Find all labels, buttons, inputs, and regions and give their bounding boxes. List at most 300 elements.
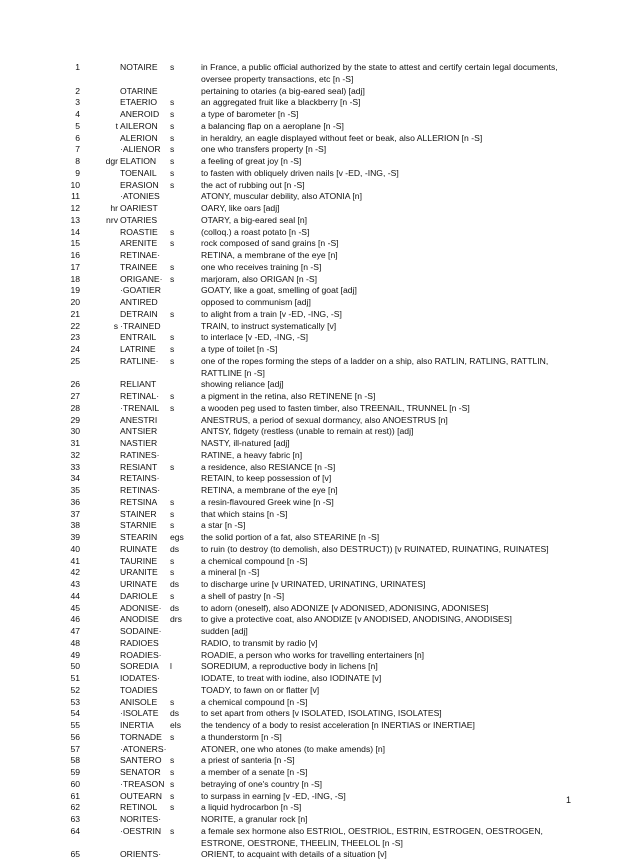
- definition: to ruin (to destroy (to demolish, also DESTRUCT)) [v RUINATED, RUINATING, RUINATES]: [201, 543, 549, 554]
- anagram-word: ORIGANE·: [120, 273, 163, 284]
- word-entry: [0, 556, 638, 568]
- definition: to discharge urine [v URINATED, URINATING, URINATES]: [201, 579, 426, 589]
- anagram-word: ETAERIO: [120, 97, 158, 108]
- definition: to give a protective coat, also ANODIZE [v ANODISED, ANODISING, ANODISES]: [201, 614, 512, 625]
- back-hooks: s: [170, 508, 175, 519]
- definition: a balancing flap on a aeroplane [n -S]: [201, 120, 344, 131]
- back-hooks: s: [170, 402, 175, 413]
- anagram-word: RATLINE·: [120, 355, 159, 366]
- definition: RADIO, to transmit by radio [v]: [201, 637, 318, 648]
- definition: GOATY, like a goat, smelling of goat [adj]: [201, 285, 357, 296]
- entry-number: 56: [70, 731, 80, 742]
- anagram-word: RATINES·: [120, 449, 160, 460]
- definition: a residence, also RESIANCE [n -S]: [201, 461, 336, 472]
- page-number: 1: [566, 795, 572, 805]
- back-hooks: s: [170, 778, 175, 789]
- anagram-word: ·ATONIES: [120, 191, 160, 202]
- anagram-word: RETAINS·: [120, 473, 160, 484]
- entry-number: 33: [70, 461, 80, 472]
- definition: to adorn (oneself), also ADONIZE [v ADONISED, ADONISING, ADONISES]: [201, 602, 489, 613]
- back-hooks: s: [170, 567, 175, 578]
- word-entry: [0, 673, 638, 685]
- word-entry: [0, 227, 638, 239]
- back-hooks: ds: [170, 602, 180, 613]
- anagram-word: TORNADE: [120, 731, 162, 742]
- back-hooks: drs: [170, 614, 182, 625]
- entry-number: 12: [70, 203, 80, 213]
- anagram-word: DARIOLE: [120, 590, 158, 601]
- word-entry: [0, 332, 638, 344]
- entry-number: 9: [75, 167, 80, 178]
- back-hooks: s: [170, 332, 175, 343]
- anagram-word: RADIOES: [120, 637, 159, 648]
- word-entry: [0, 356, 638, 380]
- entry-number: 29: [70, 414, 80, 425]
- back-hooks: s: [170, 344, 175, 354]
- word-entry: [0, 309, 638, 321]
- entry-number: 10: [70, 179, 80, 190]
- front-hooks: nrv: [106, 214, 118, 225]
- definition: opposed to communism [adj]: [201, 297, 311, 307]
- definition: RATINE, a heavy fabric [n]: [201, 449, 303, 460]
- entry-number: 1: [75, 62, 80, 72]
- entry-number: 5: [75, 120, 80, 131]
- definition: the act of rubbing out [n -S]: [201, 179, 305, 190]
- definition: showing reliance [adj]: [201, 379, 284, 390]
- definition: sudden [adj]: [201, 626, 248, 636]
- definition: a chemical compound [n -S]: [201, 696, 308, 707]
- word-entry: [0, 826, 638, 850]
- word-entry: [0, 791, 638, 803]
- anagram-word: OUTEARN: [120, 790, 163, 801]
- anagram-word: ·ISOLATE: [120, 708, 159, 719]
- entry-number: 38: [70, 520, 80, 531]
- entry-number: 35: [70, 485, 80, 495]
- entry-number: 31: [70, 438, 80, 448]
- definition: a mineral [n -S]: [201, 567, 260, 578]
- anagram-word: TOENAIL: [120, 167, 157, 178]
- definition: a pigment in the retina, also RETINENE [n -S]: [201, 391, 376, 401]
- anagram-word: RELIANT: [120, 379, 157, 390]
- entry-number: 3: [75, 97, 80, 108]
- definition: a star [n -S]: [201, 520, 246, 531]
- anagram-word: AILERON: [120, 120, 158, 131]
- definition: RETAIN, to keep possession of [v]: [201, 473, 332, 484]
- word-entry: [0, 238, 638, 250]
- entry-number: 44: [70, 590, 80, 601]
- word-entry: [0, 579, 638, 591]
- definition: a priest of santeria [n -S]: [201, 755, 295, 766]
- definition: one who receives training [n -S]: [201, 261, 322, 272]
- anagram-word: ·ALIENOR: [120, 144, 161, 155]
- definition: SOREDIUM, a reproductive body in lichens [n]: [201, 661, 378, 672]
- back-hooks: s: [170, 238, 175, 249]
- anagram-word: TAURINE: [120, 555, 158, 566]
- anagram-word: SANTERO: [120, 755, 162, 766]
- anagram-word: RETINOL: [120, 802, 158, 813]
- word-entry: [0, 297, 638, 309]
- anagram-word: RETINAE·: [120, 250, 161, 260]
- entry-number: 14: [70, 226, 80, 237]
- anagram-word: STAINER: [120, 508, 157, 519]
- anagram-word: OARIEST: [120, 203, 158, 213]
- entry-number: 50: [70, 661, 80, 672]
- entry-number: 19: [70, 285, 80, 296]
- entry-number: 2: [75, 85, 80, 96]
- anagram-word: SENATOR: [120, 767, 161, 777]
- back-hooks: s: [170, 391, 175, 401]
- back-hooks: egs: [170, 532, 184, 542]
- entry-number: 21: [70, 308, 80, 319]
- definition: in France, a public official authorized by the state to attest and certify certain legal documents, oversee property transactions, etc [n -S]: [201, 62, 558, 84]
- definition: ANESTRUS, a period of sexual dormancy, also ANOESTRUS [n]: [201, 414, 448, 425]
- definition: (colloq.) a roast potato [n -S]: [201, 226, 310, 237]
- entry-number: 60: [70, 778, 80, 789]
- definition: betraying of one's country [n -S]: [201, 778, 323, 789]
- anagram-word: ALERION: [120, 132, 158, 143]
- word-entry: [0, 614, 638, 626]
- entry-number: 46: [70, 614, 80, 625]
- entry-number: 8: [75, 156, 80, 166]
- back-hooks: s: [170, 62, 175, 72]
- entry-number: 62: [70, 802, 80, 813]
- entry-number: 64: [70, 825, 80, 836]
- word-entry: [0, 814, 638, 826]
- entry-number: 45: [70, 602, 80, 613]
- anagram-word: NASTIER: [120, 438, 158, 448]
- entry-number: 52: [70, 684, 80, 695]
- back-hooks: s: [170, 696, 175, 707]
- definition: ORIENT, to acquaint with details of a situation [v]: [201, 849, 387, 860]
- anagram-word: OTARINE: [120, 85, 158, 96]
- definition: ROADIE, a person who works for travelling entertainers [n]: [201, 649, 425, 660]
- word-entry: [0, 520, 638, 532]
- entry-number: 24: [70, 344, 80, 354]
- definition: one of the ropes forming the steps of a ladder on a ship, also RATLIN, RATLING, RATTLIN, RATTLINE [n -S]: [201, 355, 549, 378]
- back-hooks: s: [170, 461, 175, 472]
- anagram-word: ·GOATIER: [120, 285, 161, 296]
- back-hooks: s: [170, 308, 175, 319]
- word-entry: [0, 97, 638, 109]
- back-hooks: s: [170, 790, 175, 801]
- entry-number: 47: [70, 626, 80, 636]
- back-hooks: els: [170, 720, 181, 730]
- definition: a type of barometer [n -S]: [201, 109, 299, 119]
- definition: to surpass in earning [v -ED, -ING, -S]: [201, 790, 346, 801]
- back-hooks: ds: [170, 579, 180, 589]
- anagram-word: STARNIE: [120, 520, 157, 531]
- word-entry: [0, 755, 638, 767]
- word-entry: [0, 849, 638, 861]
- back-hooks: s: [170, 520, 175, 531]
- word-entry: [0, 591, 638, 603]
- back-hooks: s: [170, 731, 175, 742]
- anagram-word: RUINATE: [120, 543, 158, 554]
- entry-number: 37: [70, 508, 80, 519]
- anagram-word: ·OESTRIN: [120, 825, 162, 836]
- word-entry: [0, 203, 638, 215]
- entry-number: 58: [70, 755, 80, 766]
- word-entry: [0, 62, 638, 86]
- definition: rock composed of sand grains [n -S]: [201, 238, 339, 249]
- anagram-word: RETINAS·: [120, 485, 161, 495]
- word-entry: [0, 544, 638, 556]
- entry-number: 15: [70, 238, 80, 249]
- word-entry: [0, 109, 638, 121]
- word-entry: [0, 779, 638, 791]
- word-entry: [0, 262, 638, 274]
- anagram-word: RETINAL·: [120, 391, 160, 401]
- definition: ATONY, muscular debility, also ATONIA [n]: [201, 191, 362, 202]
- entry-number: 17: [70, 261, 80, 272]
- anagram-word: ANODISE: [120, 614, 159, 625]
- word-entry: [0, 744, 638, 756]
- back-hooks: s: [170, 156, 175, 166]
- entry-number: 22: [70, 320, 80, 331]
- word-entry: [0, 450, 638, 462]
- back-hooks: ds: [170, 708, 180, 719]
- definition: a type of toilet [n -S]: [201, 344, 278, 354]
- entry-number: 49: [70, 649, 80, 660]
- back-hooks: s: [170, 825, 175, 836]
- front-hooks: s: [113, 320, 118, 331]
- back-hooks: s: [170, 555, 175, 566]
- word-entry: [0, 168, 638, 180]
- definition: to fasten with obliquely driven nails [v -ED, -ING, -S]: [201, 167, 399, 178]
- definition: OTARY, a big-eared seal [n]: [201, 214, 308, 225]
- definition: one who transfers property [n -S]: [201, 144, 327, 155]
- word-entry: [0, 473, 638, 485]
- entry-number: 65: [70, 849, 80, 860]
- anagram-word: ADONISE·: [120, 602, 162, 613]
- anagram-word: TRAINEE: [120, 261, 158, 272]
- word-entry: [0, 626, 638, 638]
- entry-number: 25: [70, 355, 80, 366]
- word-entry: [0, 274, 638, 286]
- entry-number: 6: [75, 132, 80, 143]
- back-hooks: s: [170, 802, 175, 813]
- back-hooks: s: [170, 755, 175, 766]
- anagram-word: RESIANT: [120, 461, 158, 472]
- word-entry: [0, 638, 638, 650]
- back-hooks: s: [170, 167, 175, 178]
- word-entry: [0, 403, 638, 415]
- entry-number: 41: [70, 555, 80, 566]
- anagram-word: ROASTIE: [120, 226, 158, 237]
- entry-number: 57: [70, 743, 80, 754]
- word-entry: [0, 191, 638, 203]
- definition: ATONER, one who atones (to make amends) [n]: [201, 743, 386, 754]
- anagram-word: INERTIA: [120, 720, 154, 730]
- back-hooks: s: [170, 273, 175, 284]
- entry-number: 63: [70, 814, 80, 824]
- definition: to alight from a train [v -ED, -ING, -S]: [201, 308, 342, 319]
- entry-number: 34: [70, 473, 80, 484]
- word-entry: [0, 121, 638, 133]
- definition: marjoram, also ORIGAN [n -S]: [201, 273, 318, 284]
- anagram-word: ERASION: [120, 179, 159, 190]
- anagram-word: ROADIES·: [120, 649, 162, 660]
- definition: RETINA, a membrane of the eye [n]: [201, 485, 338, 495]
- entry-number: 32: [70, 449, 80, 460]
- entry-number: 42: [70, 567, 80, 578]
- anagram-word: TOADIES: [120, 684, 158, 695]
- entry-number: 30: [70, 426, 80, 437]
- anagram-word: ·ATONERS·: [120, 743, 167, 754]
- definition: a wooden peg used to fasten timber, also TREENAIL, TRUNNEL [n -S]: [201, 402, 470, 413]
- word-entry: [0, 86, 638, 98]
- entry-number: 16: [70, 250, 80, 260]
- anagram-word: NOTAIRE: [120, 62, 158, 72]
- word-entry: [0, 415, 638, 427]
- definition: a female sex hormone also ESTRIOL, OESTRIOL, ESTRIN, ESTROGEN, OESTROGEN, ESTRONE, OESTRONE, THEELIN, THEELOL [n -S]: [201, 825, 543, 848]
- definition: pertaining to otaries (a big-eared seal) [adj]: [201, 85, 365, 96]
- back-hooks: s: [170, 590, 175, 601]
- definition: NASTY, ill-natured [adj]: [201, 438, 290, 448]
- anagram-word: ARENITE: [120, 238, 158, 249]
- definition: in heraldry, an eagle displayed without feet or beak, also ALLERION [n -S]: [201, 132, 483, 143]
- anagram-word: ORIENTS·: [120, 849, 162, 860]
- definition: the solid portion of a fat, also STEARINE [n -S]: [201, 532, 380, 542]
- back-hooks: s: [170, 97, 175, 108]
- word-entry: [0, 802, 638, 814]
- word-entry: [0, 650, 638, 662]
- anagram-word: ANISOLE: [120, 696, 158, 707]
- definition: a chemical compound [n -S]: [201, 555, 308, 566]
- entry-number: 51: [70, 673, 80, 683]
- word-entry: [0, 767, 638, 779]
- definition: a member of a senate [n -S]: [201, 767, 308, 777]
- word-entry: [0, 497, 638, 509]
- entry-number: 48: [70, 637, 80, 648]
- definition: a liquid hydrocarbon [n -S]: [201, 802, 302, 813]
- word-entry: [0, 685, 638, 697]
- entry-number: 40: [70, 543, 80, 554]
- anagram-word: ELATION: [120, 156, 157, 166]
- front-hooks: dgr: [105, 156, 118, 166]
- definition: RETINA, a membrane of the eye [n]: [201, 250, 338, 260]
- word-entry: [0, 426, 638, 438]
- definition: to set apart from others [v ISOLATED, ISOLATING, ISOLATES]: [201, 708, 442, 719]
- back-hooks: ds: [170, 543, 180, 554]
- entry-number: 43: [70, 579, 80, 589]
- entry-number: 36: [70, 496, 80, 507]
- entry-number: 39: [70, 532, 80, 542]
- back-hooks: s: [170, 120, 175, 131]
- word-entry: [0, 720, 638, 732]
- entry-number: 59: [70, 767, 80, 777]
- entry-number: 20: [70, 297, 80, 307]
- anagram-word: ANESTRI: [120, 414, 158, 425]
- entry-number: 27: [70, 391, 80, 401]
- anagram-word: IODATES·: [120, 673, 160, 683]
- back-hooks: s: [170, 261, 175, 272]
- word-entry: [0, 708, 638, 720]
- word-entry: [0, 567, 638, 579]
- definition: a resin-flavoured Greek wine [n -S]: [201, 496, 334, 507]
- anagram-word: SOREDIA: [120, 661, 159, 672]
- anagram-word: DETRAIN: [120, 308, 158, 319]
- entry-number: 61: [70, 790, 80, 801]
- definition: OARY, like oars [adj]: [201, 203, 280, 213]
- word-entry: [0, 379, 638, 391]
- definition: TRAIN, to instruct systematically [v]: [201, 320, 337, 331]
- entry-number: 7: [75, 144, 80, 155]
- front-hooks: hr: [110, 203, 118, 213]
- anagram-word: ANEROID: [120, 109, 160, 119]
- word-entry: [0, 603, 638, 615]
- back-hooks: s: [170, 767, 175, 777]
- entry-number: 13: [70, 214, 80, 225]
- word-entry: [0, 438, 638, 450]
- definition: an aggregated fruit like a blackberry [n -S]: [201, 97, 361, 108]
- anagram-word: ENTRAIL: [120, 332, 157, 343]
- anagram-word: SODAINE·: [120, 626, 162, 636]
- back-hooks: s: [170, 179, 175, 190]
- word-entry: [0, 485, 638, 497]
- anagram-word: URANITE: [120, 567, 158, 578]
- word-entry: [0, 133, 638, 145]
- back-hooks: s: [170, 496, 175, 507]
- word-entry: [0, 180, 638, 192]
- definition: IODATE, to treat with iodine, also IODINATE [v]: [201, 673, 382, 683]
- word-entry: [0, 697, 638, 709]
- word-entry: [0, 391, 638, 403]
- definition: a thunderstorm [n -S]: [201, 731, 282, 742]
- entry-number: 53: [70, 696, 80, 707]
- word-entry: [0, 532, 638, 544]
- word-entry: [0, 250, 638, 262]
- anagram-word: ANTSIER: [120, 426, 158, 437]
- anagram-word: OTARIES: [120, 214, 158, 225]
- back-hooks: s: [170, 226, 175, 237]
- back-hooks: s: [170, 132, 175, 143]
- anagram-word: ·TRENAIL: [120, 402, 160, 413]
- entry-number: 55: [70, 720, 80, 730]
- definition: that which stains [n -S]: [201, 508, 288, 519]
- word-entry: [0, 509, 638, 521]
- definition: a shell of pastry [n -S]: [201, 590, 285, 601]
- definition: ANTSY, fidgety (restless (unable to remain at rest)) [adj]: [201, 426, 414, 437]
- entry-number: 11: [71, 191, 80, 202]
- word-entry: [0, 285, 638, 297]
- anagram-word: ANTIRED: [120, 297, 158, 307]
- anagram-word: ·TREASON: [120, 778, 165, 789]
- definition: the tendency of a body to resist acceleration [n INERTIAS or INERTIAE]: [201, 720, 475, 730]
- word-entry: [0, 462, 638, 474]
- entry-number: 54: [70, 708, 80, 719]
- word-entry: [0, 144, 638, 156]
- word-entry: [0, 661, 638, 673]
- entry-number: 18: [70, 273, 80, 284]
- back-hooks: s: [170, 144, 175, 155]
- front-hooks: t: [115, 120, 118, 131]
- anagram-word: URINATE: [120, 579, 158, 589]
- anagram-word: RETSINA: [120, 496, 158, 507]
- entry-number: 4: [75, 109, 80, 119]
- word-entry: [0, 732, 638, 744]
- back-hooks: s: [170, 109, 175, 119]
- definition: NORITE, a granular rock [n]: [201, 814, 308, 824]
- word-entry: [0, 215, 638, 227]
- word-entry: [0, 156, 638, 168]
- word-entry: [0, 321, 638, 333]
- entry-number: 23: [70, 332, 80, 343]
- definition: a feeling of great joy [n -S]: [201, 156, 302, 166]
- anagram-word: ·TRAINED: [120, 320, 161, 331]
- anagram-word: NORITES·: [120, 814, 162, 824]
- definition: to interlace [v -ED, -ING, -S]: [201, 332, 308, 343]
